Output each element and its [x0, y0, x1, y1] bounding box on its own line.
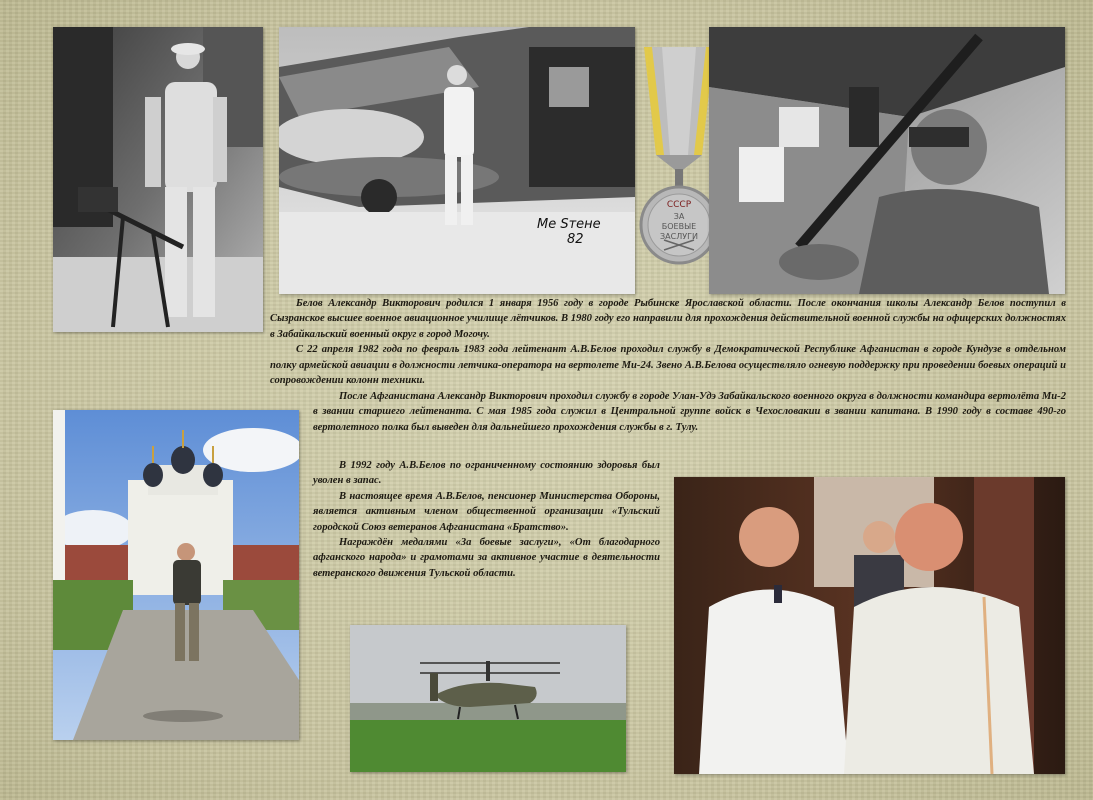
biography-text-bottom	[313, 458, 660, 581]
biography-text-middle	[313, 389, 1066, 435]
photo-man-at-church	[53, 410, 299, 740]
biography-paragraph-3: После Афганистана Александр Викторович проходил службу в городе Улан-Удэ Забайкальского военного округа в должности командира вертолёта Ми-2 в звании старшего лейтенанта. С мая 1985 года служил в Центральной группе войск в Чехословакии в звании капитана. В 1990 году в составе 490-го вертолетного полка был выведен для дальнейшего прохождения службы в г. Тулу.	[313, 391, 1066, 433]
photo-two-veterans-image	[674, 477, 1065, 774]
signature-year: 82	[567, 232, 584, 247]
photo-signature	[537, 217, 601, 247]
photo-man-with-machine-gun-image	[53, 27, 263, 332]
biography-paragraph-6: Награждён медалями «За боевые заслуги», «От благодарного афганского народа» и грамотами за активное участие в деятельности ветеранского движения Тульской области.	[313, 537, 660, 579]
biography-paragraph-1: Белов Александр Викторович родился 1 января 1956 году в городе Рыбинске Ярославской области. После окончания школы Александр Белов поступил в Сызранское высшее военное авиационное училище лётчиков. В 1980 году его направили для прохождения действительной военной службы на офицерских должностях в Забайкальский военный округ в город Могочу.	[270, 298, 1066, 340]
photo-two-veterans	[674, 477, 1065, 774]
signature-text: Ме Ѕтене	[537, 217, 601, 232]
photo-helicopter-airfield	[350, 625, 626, 772]
photo-man-by-helicopter-image	[279, 27, 635, 294]
photo-man-with-machine-gun	[53, 27, 263, 332]
medal-text-boevye: БОЕВЫЕ	[661, 222, 697, 231]
photo-man-at-church-image	[53, 410, 299, 740]
photo-man-in-tent	[709, 27, 1065, 294]
biography-paragraph-4: В 1992 году А.В.Белов по ограниченному состоянию здоровья был уволен в запас.	[313, 460, 660, 487]
medal-text-za: ЗА	[673, 212, 685, 221]
biography-text-top	[270, 296, 1066, 388]
photo-helicopter-airfield-image	[350, 625, 626, 772]
photo-man-by-helicopter	[279, 27, 635, 294]
biography-paragraph-5: В настоящее время А.В.Белов, пенсионер Министерства Обороны, является активным членом общественной организации «Тульский городской Союз ветеранов Афганистана «Братство».	[313, 490, 660, 533]
medal-text-zaslugi: ЗАСЛУГИ	[660, 232, 698, 241]
biography-paragraph-2: С 22 апреля 1982 года по февраль 1983 года лейтенант А.В.Белов проходил службу в Демократической Республике Афганистан в городе Кундузе в отдельном полку армейской авиации в должности летчика-оператора на вертолете Ми-24. Звено А.В.Белова осуществляло огневую поддержку при проведении боевых операций и сопровождении колонн техники.	[270, 344, 1066, 387]
medal-text-ussr: СССР	[666, 200, 692, 210]
photo-man-in-tent-image	[709, 27, 1065, 294]
